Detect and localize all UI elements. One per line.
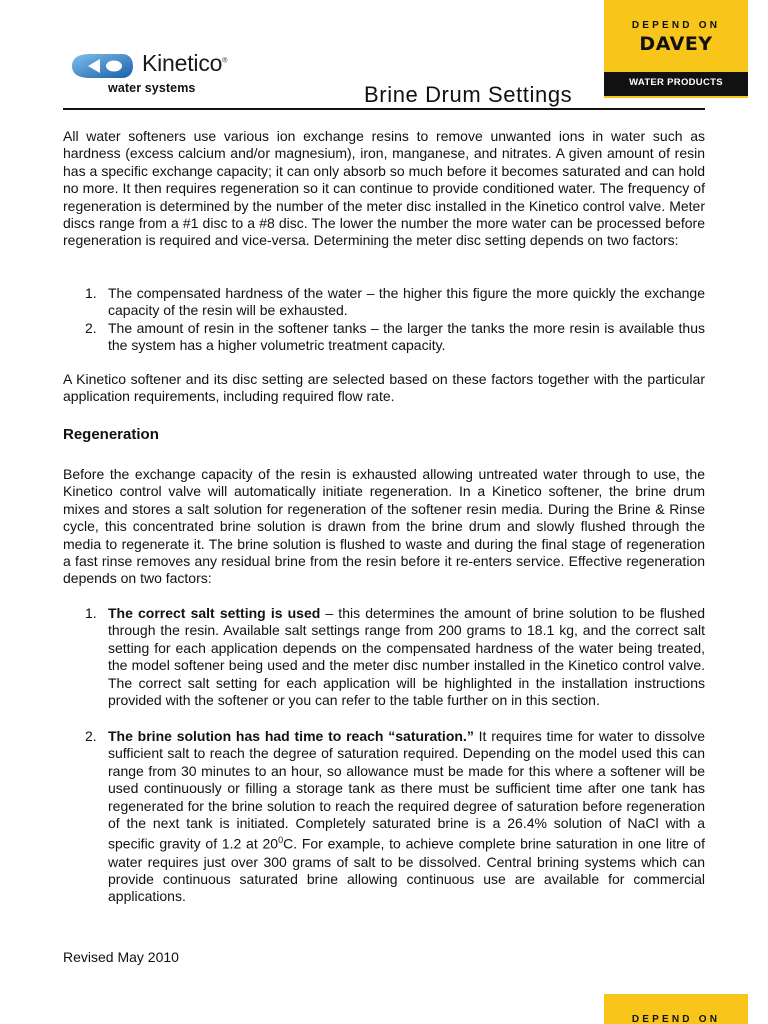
kinetico-tagline: water systems (108, 81, 196, 95)
list-body: It requires time for water to dissolve sufficient salt to reach the degree of saturation required. Depending on the model used this can range from 30 minutes to an hour, so allowance must be made for this where a softener will be used continuously or filling a storage tank as there must be sufficient time after one tank has regenerated for the brine solution to reach the required degree of saturation before regeneration of the next tank is initiated. Completely saturated brine is a 26.4% solution of NaCl with a specific gravity of 1.2 at 20 (108, 728, 705, 853)
list-bold-lead: The brine solution has had time to reach “saturation.” (108, 728, 474, 744)
list-number: 2. (85, 728, 97, 744)
kinetico-logo-mark-icon (70, 53, 134, 79)
revision-date: Revised May 2010 (63, 949, 179, 965)
list-body-cont: C. For example, to achieve complete brine saturation in one litre of water requires just over 300 grams of salt to be dissolved. Central brining systems which can provide continuous saturated brine allowing continuous use are available for commercial applications. (108, 836, 705, 905)
list-number: 1. (85, 605, 97, 621)
list-item (63, 605, 705, 709)
list-bold-lead: The correct salt setting is used (108, 605, 321, 621)
list-body: – this determines the amount of brine solution to be flushed through the resin. Available salt settings range from 200 grams to 18.1 kg, and the correct salt setting for each application depends on the compensated hardness of the water being treated, the model softener being used and the meter disc number installed in the Kinetico control valve. The correct salt setting for each application will be highlighted in the installation instructions provided with the softener or you can refer to the table further on in this section. (108, 605, 705, 709)
intro-closing-paragraph: A Kinetico softener and its disc setting are selected based on these factors together with the particular application requirements, including required flow rate. (63, 371, 705, 405)
davey-brand-text: DAVEY (639, 33, 713, 55)
davey-depend-on-text: DEPEND ON (631, 20, 721, 31)
davey-depend-on-text: DEPEND ON (631, 1014, 721, 1024)
superscript: 0 (278, 835, 284, 846)
kinetico-logo-text: Kinetico® (142, 50, 228, 76)
intro-paragraph: All water softeners use various ion exchange resins to remove unwanted ions in water such as hardness (excess calcium and/or magnesium), iron, manganese, and nitrates. A given amount of resin has a specific exchange capacity; it can only absorb so much before it becomes saturated and can hold no more. It then requires regeneration so it can continue to provide conditioned water. The frequency of regeneration is determined by the number of the meter disc installed in the Kinetico control valve. Meter discs range from a #1 disc to a #8 disc. The lower the number the more water can be processed before regeneration is required and vice-versa. Determining the meter disc setting depends on two factors: (63, 128, 705, 249)
list-number: 1. (85, 285, 97, 301)
list-text: The compensated hardness of the water – the higher this figure the more quickly the exchange capacity of the resin will be exhausted. (108, 285, 705, 319)
davey-badge-bottom (604, 994, 748, 1024)
section-heading-regeneration: Regeneration (63, 426, 159, 443)
list-text (108, 605, 705, 709)
davey-badge (604, 0, 748, 98)
title-divider (63, 108, 705, 110)
list-number: 2. (85, 320, 97, 336)
list-text: The amount of resin in the softener tanks – the larger the tanks the more resin is available thus the system has a higher volumetric treatment capacity. (108, 320, 705, 354)
regeneration-paragraph: Before the exchange capacity of the resin is exhausted allowing untreated water through to use, the Kinetico control valve will automatically initiate regeneration. In a Kinetico softener, the brine drum mixes and stores a salt solution for regeneration of the softener resin media. During the Brine & Rinse cycle, this concentrated brine solution is drawn from the brine drum and slowly flushed through the media to regenerate it. The brine solution is flushed to waste and during the final stage of regeneration a fast rinse removes any residual brine from the resin before it re-enters service. Effective regeneration depends on two factors: (63, 466, 705, 587)
list-text (108, 728, 705, 906)
davey-water-products-text: WATER PRODUCTS (629, 77, 723, 88)
list-item (63, 285, 705, 320)
list-item (63, 728, 705, 906)
list-item (63, 320, 705, 355)
page-title: Brine Drum Settings (364, 82, 573, 107)
